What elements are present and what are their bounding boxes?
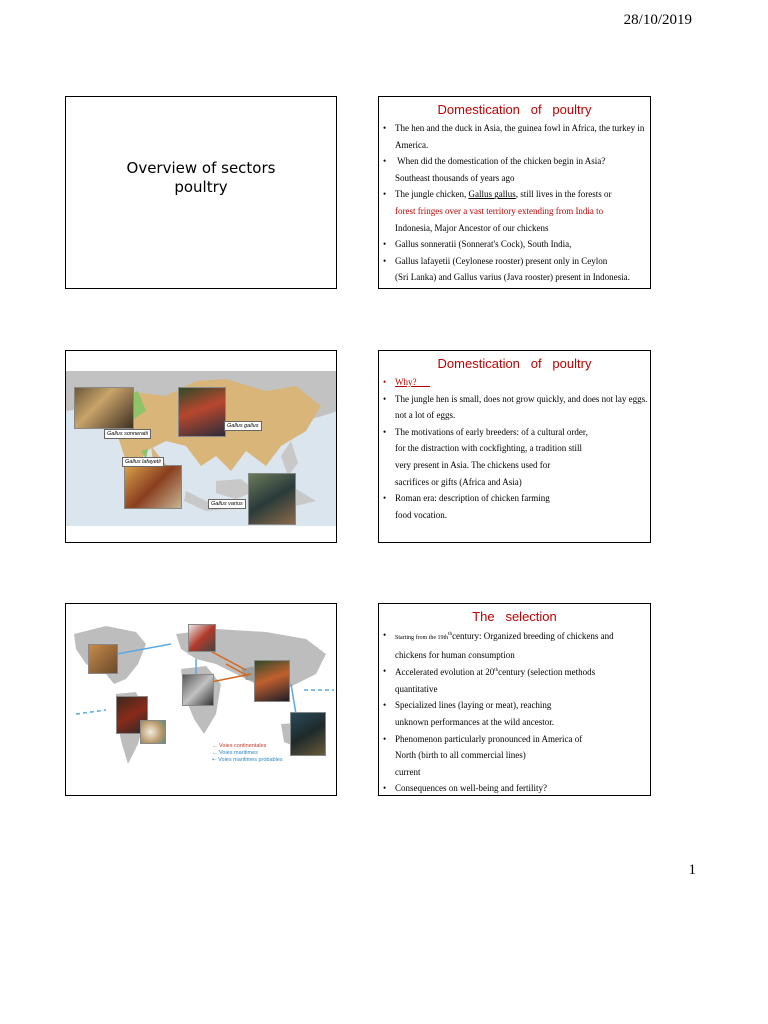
bullet-continuation: Southeast thousands of years ago xyxy=(395,172,515,183)
bullet-item: • When did the domestication of the chicken begin in Asia? xyxy=(395,153,650,170)
bullet-continuation: for the distraction with cockfighting, a tradition still xyxy=(395,443,582,454)
bullet-list xyxy=(379,374,650,523)
legend-maritime: ← Voies maritimes xyxy=(212,750,258,756)
rooster-photo-indonesia xyxy=(290,712,326,756)
page-date: 28/10/2019 xyxy=(623,12,692,28)
slide-selection xyxy=(378,603,651,796)
title-line-2: poultry xyxy=(174,178,228,196)
bullet-item: • Accelerated evolution at 20thcentury (selection methods xyxy=(395,663,650,681)
hen-photo-africa xyxy=(182,674,214,706)
bullet-continuation: unknown performances at the wild ancestor. xyxy=(395,716,554,727)
eggs-photo xyxy=(140,720,166,744)
slide-heading: The selection xyxy=(472,609,557,624)
bullet-continuation: America. xyxy=(395,139,429,150)
bullet-continuation: sacrifices or gifts (Africa and Asia) xyxy=(395,476,522,487)
label-gallus-varius: Gallus varius xyxy=(208,499,246,509)
slide-domestication-2 xyxy=(378,350,651,543)
slide-heading: Domestication of poultry xyxy=(437,356,592,371)
label-gallus-lafayetii: Gallus lafayetii xyxy=(122,457,164,467)
bullet-item: • Consequences on well-being and fertility? xyxy=(395,780,650,796)
rooster-photo-europe xyxy=(188,624,216,652)
legend-maritime-probable: ⇠ Voies maritimes probables xyxy=(212,757,283,763)
bullet-item: • The jungle chicken, Gallus gallus, still lives in the forests or xyxy=(395,186,650,203)
slide-heading: Domestication of poultry xyxy=(437,102,592,117)
rooster-photo-sonneratii xyxy=(74,387,134,429)
bullet-item: • The motivations of early breeders: of a cultural order, xyxy=(395,424,650,441)
bullet-continuation: not a lot of eggs. xyxy=(395,410,456,421)
slide-title xyxy=(65,96,337,289)
bullet-continuation: forest fringes over a vast territory extending from India to xyxy=(395,205,604,216)
bullet-continuation: chickens for human consumption xyxy=(395,649,515,660)
slide-world-routes-map xyxy=(65,603,337,796)
route-legend xyxy=(212,743,283,764)
rooster-photo-asia xyxy=(254,660,290,702)
label-gallus-gallus: Gallus gallus xyxy=(224,421,262,431)
asia-map-image xyxy=(66,351,337,543)
slide-distribution-map xyxy=(65,350,337,543)
rooster-photo-lafayetii xyxy=(124,465,182,509)
bullet-item: • The hen and the duck in Asia, the guinea fowl in Africa, the turkey in xyxy=(395,120,650,137)
bullet-item: • Gallus lafayetii (Ceylonese rooster) present only in Ceylon xyxy=(395,253,650,270)
page-number: 1 xyxy=(688,862,696,878)
label-gallus-sonneratii: Gallus sonneratii xyxy=(104,429,151,439)
bullet-item: • Phenomenon particularly pronounced in America of xyxy=(395,731,650,748)
bullet-item: • Gallus sonneratii (Sonnerat's Cock), South India, xyxy=(395,236,650,253)
rooster-photo-varius xyxy=(248,473,296,525)
bullet-continuation: (Sri Lanka) and Gallus varius (Java rooster) present in Indonesia. xyxy=(395,272,630,283)
bullet-continuation: current xyxy=(395,766,421,777)
bullet-item: • Roman era: description of chicken farming xyxy=(395,490,650,507)
bullet-item: • Why? xyxy=(395,374,650,391)
rooster-photo-gallus xyxy=(178,387,226,437)
bullet-continuation: North (birth to all commercial lines) xyxy=(395,750,526,761)
slide-main-title xyxy=(66,159,336,197)
slide-domestication-1 xyxy=(378,96,651,289)
hen-photo-america xyxy=(88,644,118,674)
bullet-continuation: food vocation. xyxy=(395,509,447,520)
bullet-item: • The jungle hen is small, does not grow quickly, and does not lay eggs. xyxy=(395,391,650,408)
bullet-continuation: very present in Asia. The chickens used for xyxy=(395,459,551,470)
bullet-item: • Starting from the $19th^{th}century$: Organized breeding of chickens and xyxy=(395,627,650,647)
bullet-continuation: quantitative xyxy=(395,683,438,694)
bullet-list xyxy=(379,627,650,796)
bullet-continuation: Indonesia, Major Ancestor of our chickens xyxy=(395,222,549,233)
legend-continental: ← Voies continentales xyxy=(212,743,267,749)
bullet-item: • Specialized lines (laying or meat), reaching xyxy=(395,697,650,714)
bullet-list xyxy=(379,120,650,286)
title-line-1: Overview of sectors xyxy=(126,159,276,177)
